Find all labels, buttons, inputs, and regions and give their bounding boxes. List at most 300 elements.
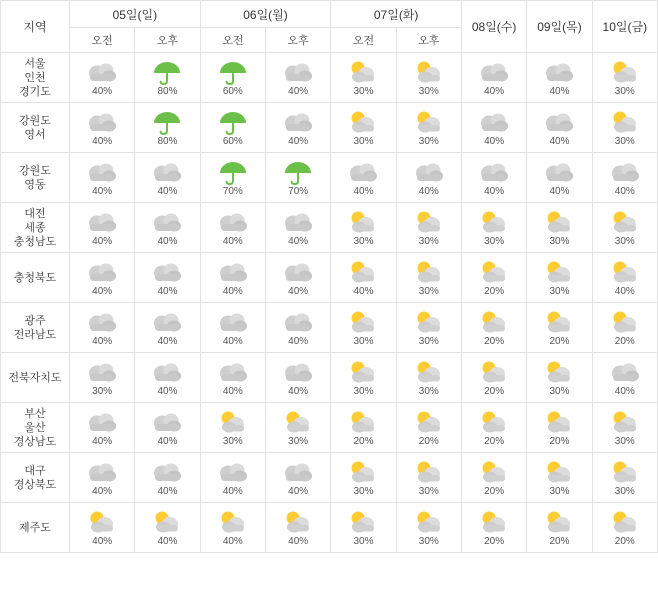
table-row [1, 203, 658, 253]
precipitation-probability: 30% [418, 485, 439, 497]
forecast-cell [592, 203, 657, 253]
table-row [1, 503, 658, 553]
cloudy-icon [281, 309, 315, 335]
forecast-cell-content [201, 353, 265, 402]
precipitation-probability: 40% [288, 335, 309, 347]
forecast-cell-content [135, 103, 199, 152]
precipitation-probability: 40% [92, 235, 113, 247]
forecast-cell-content [462, 403, 526, 452]
forecast-cell [265, 453, 330, 503]
partly-sunny-icon [346, 209, 380, 235]
precipitation-probability: 80% [157, 135, 178, 147]
precipitation-probability: 30% [614, 235, 635, 247]
forecast-cell-content [593, 303, 657, 352]
precipitation-probability: 30% [353, 135, 374, 147]
forecast-cell-content [527, 403, 591, 452]
partly-sunny-icon [608, 509, 642, 535]
precipitation-probability: 40% [157, 535, 178, 547]
forecast-cell-content [266, 303, 330, 352]
cloudy-icon [281, 209, 315, 235]
partly-sunny-icon [542, 509, 576, 535]
table-body [1, 53, 658, 553]
region-line: 충청남도 [13, 235, 57, 248]
forecast-cell [331, 53, 396, 103]
forecast-cell-content [593, 353, 657, 402]
precipitation-probability: 80% [157, 85, 178, 97]
precipitation-probability: 20% [484, 435, 505, 447]
precipitation-probability: 40% [157, 385, 178, 397]
forecast-cell-content [331, 153, 395, 202]
partly-sunny-icon [477, 459, 511, 485]
rain-icon [150, 109, 184, 135]
precipitation-probability: 40% [288, 385, 309, 397]
forecast-cell [331, 253, 396, 303]
header-day-2: 07일(화) [331, 1, 462, 28]
forecast-cell [527, 403, 592, 453]
row-region-label [1, 503, 70, 553]
region-line: 영서 [24, 128, 46, 141]
forecast-cell [592, 103, 657, 153]
table-row [1, 303, 658, 353]
region-line: 인천 [24, 71, 46, 84]
header-day-1: 06일(월) [200, 1, 331, 28]
precipitation-probability: 40% [222, 385, 243, 397]
precipitation-probability: 30% [549, 235, 570, 247]
precipitation-probability: 40% [157, 335, 178, 347]
cloudy-icon [85, 159, 119, 185]
forecast-cell-content [135, 403, 199, 452]
header-day-1-am: 오전 [200, 28, 265, 53]
partly-sunny-icon [477, 359, 511, 385]
precipitation-probability: 30% [614, 435, 635, 447]
cloudy-icon [150, 259, 184, 285]
forecast-cell-content [135, 153, 199, 202]
forecast-cell-content [201, 503, 265, 552]
forecast-cell-content [201, 153, 265, 202]
cloudy-icon [477, 159, 511, 185]
precipitation-probability: 30% [288, 435, 309, 447]
partly-sunny-icon [542, 259, 576, 285]
forecast-cell [461, 503, 526, 553]
precipitation-probability: 30% [222, 435, 243, 447]
forecast-cell-content [70, 453, 134, 502]
forecast-cell-content [266, 353, 330, 402]
precipitation-probability: 40% [92, 85, 113, 97]
forecast-cell-content [331, 353, 395, 402]
forecast-cell-content [397, 203, 461, 252]
forecast-cell-content [593, 503, 657, 552]
forecast-cell-content [397, 353, 461, 402]
table-row [1, 253, 658, 303]
forecast-cell [70, 103, 135, 153]
precipitation-probability: 20% [549, 435, 570, 447]
forecast-cell-content [462, 453, 526, 502]
precipitation-probability: 30% [418, 235, 439, 247]
forecast-cell [592, 503, 657, 553]
forecast-cell-content [201, 53, 265, 102]
partly-sunny-icon [346, 459, 380, 485]
partly-sunny-icon [608, 409, 642, 435]
forecast-cell [70, 53, 135, 103]
precipitation-probability: 40% [288, 85, 309, 97]
rain-icon [281, 159, 315, 185]
cloudy-icon [281, 259, 315, 285]
cloudy-icon [412, 159, 446, 185]
forecast-cell [265, 353, 330, 403]
forecast-cell-content [70, 153, 134, 202]
region-line: 광주 [24, 314, 46, 327]
precipitation-probability: 20% [484, 535, 505, 547]
partly-sunny-icon [477, 259, 511, 285]
forecast-cell-content [135, 253, 199, 302]
precipitation-probability: 20% [353, 435, 374, 447]
cloudy-icon [542, 109, 576, 135]
cloudy-icon [281, 459, 315, 485]
partly-sunny-icon [216, 509, 250, 535]
forecast-cell-content [527, 103, 591, 152]
precipitation-probability: 30% [549, 485, 570, 497]
header-day-2-pm: 오후 [396, 28, 461, 53]
forecast-cell [396, 203, 461, 253]
forecast-cell-content [70, 203, 134, 252]
row-region-label [1, 303, 70, 353]
precipitation-probability: 30% [549, 385, 570, 397]
cloudy-icon [85, 359, 119, 385]
forecast-cell [70, 503, 135, 553]
precipitation-probability: 40% [484, 185, 505, 197]
precipitation-probability: 40% [222, 535, 243, 547]
partly-sunny-icon [477, 509, 511, 535]
forecast-cell [200, 453, 265, 503]
forecast-cell [265, 153, 330, 203]
forecast-cell-content [266, 453, 330, 502]
forecast-cell-content [135, 53, 199, 102]
forecast-cell [527, 53, 592, 103]
precipitation-probability: 40% [222, 335, 243, 347]
cloudy-icon [85, 109, 119, 135]
rain-icon [216, 109, 250, 135]
forecast-cell [200, 353, 265, 403]
region-line: 강원도 [19, 164, 51, 177]
precipitation-probability: 40% [549, 185, 570, 197]
forecast-cell-content [527, 253, 591, 302]
cloudy-icon [216, 359, 250, 385]
precipitation-probability: 30% [353, 385, 374, 397]
partly-sunny-icon [412, 509, 446, 535]
forecast-cell-content [201, 303, 265, 352]
region-line: 서울 [24, 57, 46, 70]
forecast-cell-content [462, 503, 526, 552]
forecast-cell [461, 253, 526, 303]
forecast-cell [265, 403, 330, 453]
forecast-cell-content [527, 203, 591, 252]
header-day-0-pm: 오후 [135, 28, 200, 53]
cloudy-icon [150, 459, 184, 485]
header-row-days [1, 1, 658, 28]
forecast-cell [396, 253, 461, 303]
forecast-cell-content [397, 53, 461, 102]
rain-icon [150, 59, 184, 85]
rain-icon [216, 159, 250, 185]
forecast-cell-content [527, 453, 591, 502]
cloudy-icon [216, 259, 250, 285]
region-line: 경상남도 [13, 435, 57, 448]
precipitation-probability: 20% [549, 535, 570, 547]
region-line: 제주도 [19, 521, 51, 534]
partly-sunny-icon [150, 509, 184, 535]
forecast-cell-content [331, 403, 395, 452]
forecast-cell-content [527, 353, 591, 402]
precipitation-probability: 40% [288, 485, 309, 497]
table-row [1, 403, 658, 453]
precipitation-probability: 30% [549, 285, 570, 297]
forecast-cell [135, 203, 200, 253]
forecast-cell-content [527, 503, 591, 552]
forecast-cell [135, 403, 200, 453]
forecast-cell [461, 403, 526, 453]
row-region-label [1, 253, 70, 303]
region-line: 강원도 [19, 114, 51, 127]
precipitation-probability: 20% [484, 485, 505, 497]
cloudy-icon [216, 209, 250, 235]
precipitation-probability: 20% [614, 335, 635, 347]
partly-sunny-icon [542, 309, 576, 335]
partly-sunny-icon [542, 459, 576, 485]
precipitation-probability: 30% [418, 535, 439, 547]
forecast-cell-content [331, 503, 395, 552]
partly-sunny-icon [346, 359, 380, 385]
forecast-cell-content [331, 103, 395, 152]
forecast-cell [592, 303, 657, 353]
precipitation-probability: 20% [549, 335, 570, 347]
partly-sunny-icon [608, 109, 642, 135]
forecast-cell [200, 253, 265, 303]
forecast-cell [331, 103, 396, 153]
precipitation-probability: 70% [222, 185, 243, 197]
forecast-cell [396, 53, 461, 103]
forecast-cell-content [266, 253, 330, 302]
forecast-cell [592, 53, 657, 103]
region-line: 대전 [24, 207, 46, 220]
forecast-cell-content [527, 153, 591, 202]
precipitation-probability: 30% [353, 235, 374, 247]
region-line: 대구 [24, 464, 46, 477]
forecast-cell-content [135, 453, 199, 502]
cloudy-icon [346, 159, 380, 185]
precipitation-probability: 40% [92, 285, 113, 297]
forecast-cell [527, 303, 592, 353]
forecast-cell [265, 53, 330, 103]
precipitation-probability: 60% [222, 85, 243, 97]
forecast-cell-content [266, 153, 330, 202]
header-day-1-pm: 오후 [265, 28, 330, 53]
forecast-cell [135, 153, 200, 203]
forecast-cell-content [462, 53, 526, 102]
cloudy-icon [150, 359, 184, 385]
forecast-cell-content [331, 453, 395, 502]
header-day-5: 10일(금) [592, 1, 657, 53]
forecast-cell-content [593, 403, 657, 452]
forecast-cell-content [462, 153, 526, 202]
forecast-cell [396, 103, 461, 153]
forecast-cell [200, 303, 265, 353]
partly-sunny-icon [608, 309, 642, 335]
forecast-cell [331, 303, 396, 353]
precipitation-probability: 20% [484, 385, 505, 397]
region-line: 전라남도 [13, 328, 57, 341]
forecast-cell-content [135, 353, 199, 402]
region-line: 영동 [24, 178, 46, 191]
precipitation-probability: 30% [614, 85, 635, 97]
region-line: 전북자치도 [8, 371, 62, 384]
table-row [1, 153, 658, 203]
precipitation-probability: 40% [353, 285, 374, 297]
partly-sunny-icon [542, 359, 576, 385]
forecast-cell-content [266, 53, 330, 102]
precipitation-probability: 60% [222, 135, 243, 147]
forecast-cell [331, 503, 396, 553]
forecast-cell-content [462, 103, 526, 152]
cloudy-icon [216, 459, 250, 485]
precipitation-probability: 40% [92, 435, 113, 447]
forecast-cell [331, 403, 396, 453]
precipitation-probability: 30% [418, 85, 439, 97]
precipitation-probability: 40% [92, 485, 113, 497]
cloudy-icon [477, 109, 511, 135]
precipitation-probability: 40% [288, 535, 309, 547]
forecast-cell [265, 203, 330, 253]
forecast-cell [592, 453, 657, 503]
precipitation-probability: 70% [288, 185, 309, 197]
table-row [1, 53, 658, 103]
precipitation-probability: 30% [353, 485, 374, 497]
partly-sunny-icon [412, 359, 446, 385]
forecast-cell [527, 253, 592, 303]
forecast-cell-content [593, 153, 657, 202]
forecast-cell-content [397, 253, 461, 302]
forecast-cell-content [397, 503, 461, 552]
cloudy-icon [150, 159, 184, 185]
precipitation-probability: 40% [549, 135, 570, 147]
precipitation-probability: 40% [549, 85, 570, 97]
forecast-cell [135, 253, 200, 303]
forecast-cell-content [266, 403, 330, 452]
precipitation-probability: 40% [157, 285, 178, 297]
partly-sunny-icon [412, 409, 446, 435]
region-line: 부산 [24, 407, 46, 420]
precipitation-probability: 40% [614, 385, 635, 397]
forecast-cell-content [135, 503, 199, 552]
header-day-0: 05일(일) [70, 1, 201, 28]
forecast-cell [461, 103, 526, 153]
forecast-cell [461, 303, 526, 353]
partly-sunny-icon [412, 459, 446, 485]
forecast-cell [265, 253, 330, 303]
partly-sunny-icon [608, 209, 642, 235]
partly-sunny-icon [477, 309, 511, 335]
forecast-cell [70, 253, 135, 303]
precipitation-probability: 30% [353, 85, 374, 97]
precipitation-probability: 40% [614, 185, 635, 197]
cloudy-icon [85, 459, 119, 485]
region-line: 울산 [24, 421, 46, 434]
precipitation-probability: 40% [157, 485, 178, 497]
forecast-cell-content [135, 303, 199, 352]
forecast-cell [200, 103, 265, 153]
forecast-cell-content [70, 503, 134, 552]
forecast-cell-content [397, 153, 461, 202]
cloudy-icon [477, 59, 511, 85]
forecast-cell [592, 253, 657, 303]
partly-sunny-icon [608, 459, 642, 485]
forecast-cell [135, 503, 200, 553]
forecast-cell-content [331, 253, 395, 302]
forecast-cell [70, 303, 135, 353]
header-day-3: 08일(수) [461, 1, 526, 53]
forecast-cell-content [593, 253, 657, 302]
forecast-cell-content [70, 403, 134, 452]
table-row [1, 103, 658, 153]
precipitation-probability: 40% [418, 185, 439, 197]
partly-sunny-icon [346, 109, 380, 135]
forecast-cell [135, 453, 200, 503]
precipitation-probability: 30% [418, 385, 439, 397]
precipitation-probability: 40% [288, 135, 309, 147]
partly-sunny-icon [412, 59, 446, 85]
precipitation-probability: 40% [157, 235, 178, 247]
forecast-cell [200, 403, 265, 453]
forecast-cell [396, 503, 461, 553]
forecast-cell-content [527, 53, 591, 102]
header-day-4: 09일(목) [527, 1, 592, 53]
forecast-cell [461, 203, 526, 253]
forecast-cell-content [266, 103, 330, 152]
forecast-cell-content [397, 453, 461, 502]
row-region-label [1, 353, 70, 403]
partly-sunny-icon [608, 59, 642, 85]
forecast-cell-content [70, 303, 134, 352]
row-region-label [1, 203, 70, 253]
row-region-label [1, 103, 70, 153]
precipitation-probability: 40% [92, 335, 113, 347]
forecast-cell-content [462, 303, 526, 352]
precipitation-probability: 30% [614, 135, 635, 147]
forecast-cell-content [201, 453, 265, 502]
precipitation-probability: 20% [484, 335, 505, 347]
forecast-cell-content [397, 403, 461, 452]
forecast-cell [135, 53, 200, 103]
forecast-cell-content [462, 353, 526, 402]
precipitation-probability: 30% [484, 235, 505, 247]
forecast-cell [527, 453, 592, 503]
cloudy-icon [85, 259, 119, 285]
partly-sunny-icon [542, 209, 576, 235]
forecast-cell [592, 353, 657, 403]
precipitation-probability: 40% [614, 285, 635, 297]
cloudy-icon [281, 359, 315, 385]
forecast-cell [331, 353, 396, 403]
cloudy-icon [608, 359, 642, 385]
precipitation-probability: 30% [353, 335, 374, 347]
precipitation-probability: 30% [353, 535, 374, 547]
rain-icon [216, 59, 250, 85]
cloudy-icon [281, 59, 315, 85]
forecast-cell-content [70, 103, 134, 152]
table-row [1, 453, 658, 503]
cloudy-icon [150, 309, 184, 335]
partly-sunny-icon [542, 409, 576, 435]
forecast-cell [70, 403, 135, 453]
